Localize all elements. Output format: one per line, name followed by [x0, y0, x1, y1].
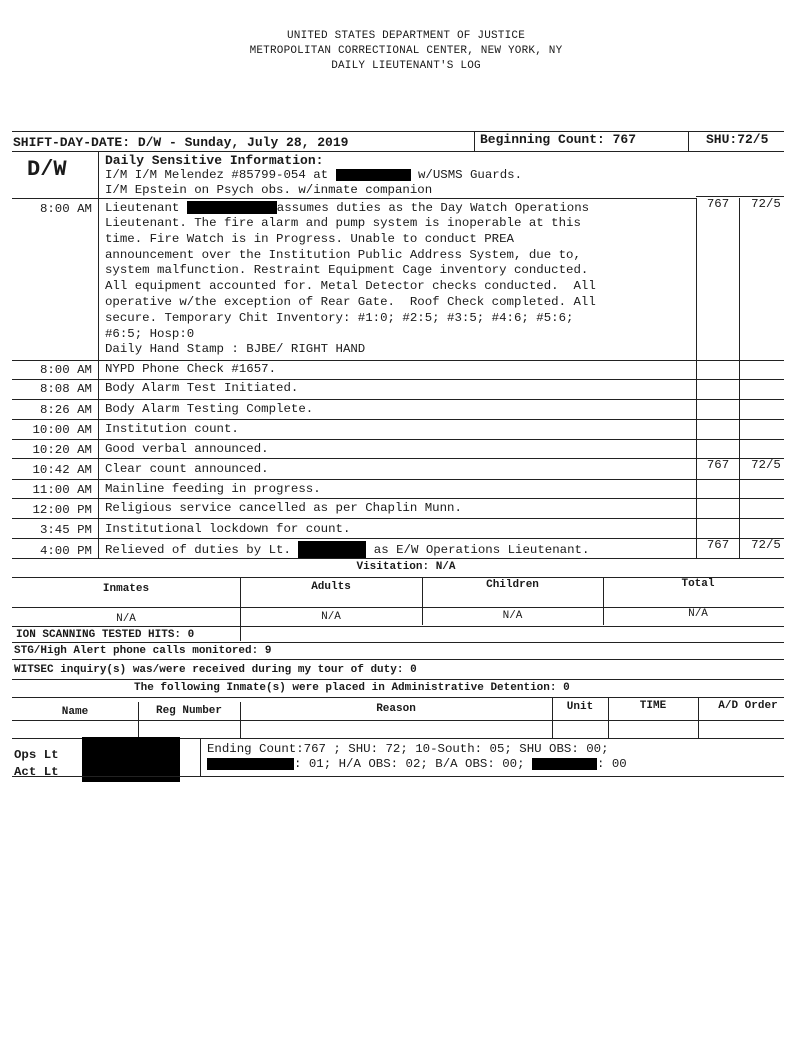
ion-scanning: ION SCANNING TESTED HITS: 0: [16, 629, 195, 641]
entry-time: 12:00 PM: [32, 503, 92, 517]
redaction-block: [187, 201, 277, 214]
shift-code: D/W: [27, 157, 67, 182]
entry-count: 767: [706, 458, 730, 472]
entry-shu: 72/5: [751, 538, 781, 552]
entry-time: 8:00 AM: [39, 363, 92, 377]
shu-count: SHU:72/5: [706, 132, 769, 147]
visitation-value: N/A: [321, 611, 341, 623]
ending-count-line-1: Ending Count:767 ; SHU: 72; 10-South: 05; SHU OBS: 00;: [207, 742, 609, 756]
entry-text: NYPD Phone Check #1657.: [105, 362, 277, 376]
visitation-value: N/A: [116, 613, 136, 625]
sensitive-line-1: I/M I/M Melendez #85799-054 at w/USMS Guards.: [105, 168, 523, 182]
entry-text: Clear count announced.: [105, 462, 269, 476]
header-log-title: DAILY LIEUTENANT'S LOG: [331, 60, 481, 72]
entry-time: 8:08 AM: [39, 382, 92, 396]
admin-header-name: Name: [61, 706, 89, 718]
entry-time: 11:00 AM: [32, 483, 92, 497]
stg-high-alert: STG/High Alert phone calls monitored: 9: [14, 645, 272, 657]
sensitive-line-2: I/M Epstein on Psych obs. w/inmate companion: [105, 183, 433, 197]
admin-header-reg: Reg Number: [155, 705, 222, 717]
entry-text-first-line: Lieutenant assumes duties as the Day Watch Operations: [105, 201, 590, 215]
entry-text: Mainline feeding in progress.: [105, 482, 321, 496]
admin-detention-label: The following Inmate(s) were placed in Administrative Detention: 0: [134, 682, 570, 694]
visitation-header: Children: [486, 579, 539, 591]
visitation-header: Total: [681, 578, 715, 590]
act-lt-label: Act Lt: [14, 765, 59, 779]
visitation-header: Adults: [311, 581, 351, 593]
entry-text: Body Alarm Test Initiated.: [105, 381, 299, 395]
entry-time: 8:00 AM: [39, 202, 92, 216]
redaction-block: [336, 169, 411, 181]
entry-count: 767: [706, 538, 730, 552]
entry-text: Good verbal announced.: [105, 442, 269, 456]
admin-header-reason: Reason: [376, 703, 416, 715]
admin-header-time: TIME: [639, 700, 667, 712]
header-facility: METROPOLITAN CORRECTIONAL CENTER, NEW YORK, NY: [249, 45, 563, 57]
entry-time: 8:26 AM: [39, 403, 92, 417]
ops-lt-label: Ops Lt: [14, 748, 59, 762]
shift-day-date: SHIFT-DAY-DATE: D/W - Sunday, July 28, 2019: [13, 135, 349, 150]
entry-time: 10:42 AM: [32, 463, 92, 477]
entry-time: 4:00 PM: [39, 544, 92, 558]
visitation-value: N/A: [502, 610, 523, 622]
entry-text: Relieved of duties by Lt. as E/W Operations Lieutenant.: [105, 542, 590, 557]
entry-time: 10:20 AM: [32, 443, 92, 457]
entry-text-body: Lieutenant. The fire alarm and pump system is inoperable at this time. Fire Watch is in Progress. Unable to conduct PREA announcement over the Institution Public Address System, due to, system malfunction. Restraint Equipment Cage inventory conducted. All equipment accounted for. Metal Detector checks conducted. All operative w/the exception of Rear Gate. Roof Check completed. All secure. Temporary Chit Inventory: #1:0; #2:5; #3:5; #4:6; #5:6; #6:5; Hosp:0 Daily Hand Stamp : BJBE/ RIGHT HAND: [105, 216, 596, 357]
visitation-label: Visitation: N/A: [356, 561, 456, 573]
entry-text: Body Alarm Testing Complete.: [105, 402, 314, 416]
beginning-count: Beginning Count: 767: [480, 132, 637, 147]
redaction-block: [532, 758, 597, 770]
visitation-header: Inmates: [102, 583, 150, 595]
header-department: UNITED STATES DEPARTMENT OF JUSTICE: [286, 30, 526, 42]
entry-time: 3:45 PM: [39, 523, 92, 537]
entry-shu: 72/5: [751, 458, 781, 472]
admin-header-ad-order: A/D Order: [718, 700, 778, 712]
sensitive-heading: Daily Sensitive Information:: [105, 153, 324, 168]
redaction-block: [298, 541, 366, 558]
entry-time: 10:00 AM: [32, 423, 92, 437]
redaction-block: [207, 758, 294, 770]
entry-text: Religious service cancelled as per Chaplin Munn.: [105, 501, 462, 515]
admin-header-unit: Unit: [566, 701, 594, 713]
entry-text: Institutional lockdown for count.: [105, 522, 351, 536]
visitation-value: N/A: [688, 608, 708, 620]
entry-count: 767: [706, 197, 730, 211]
entry-shu: 72/5: [751, 197, 781, 211]
witsec-inquiry: WITSEC inquiry(s) was/were received during my tour of duty: 0: [14, 664, 417, 676]
ending-count-line-2: : 01; H/A OBS: 02; B/A OBS: 00; : 00: [207, 757, 627, 771]
entry-text: Institution count.: [105, 422, 239, 436]
